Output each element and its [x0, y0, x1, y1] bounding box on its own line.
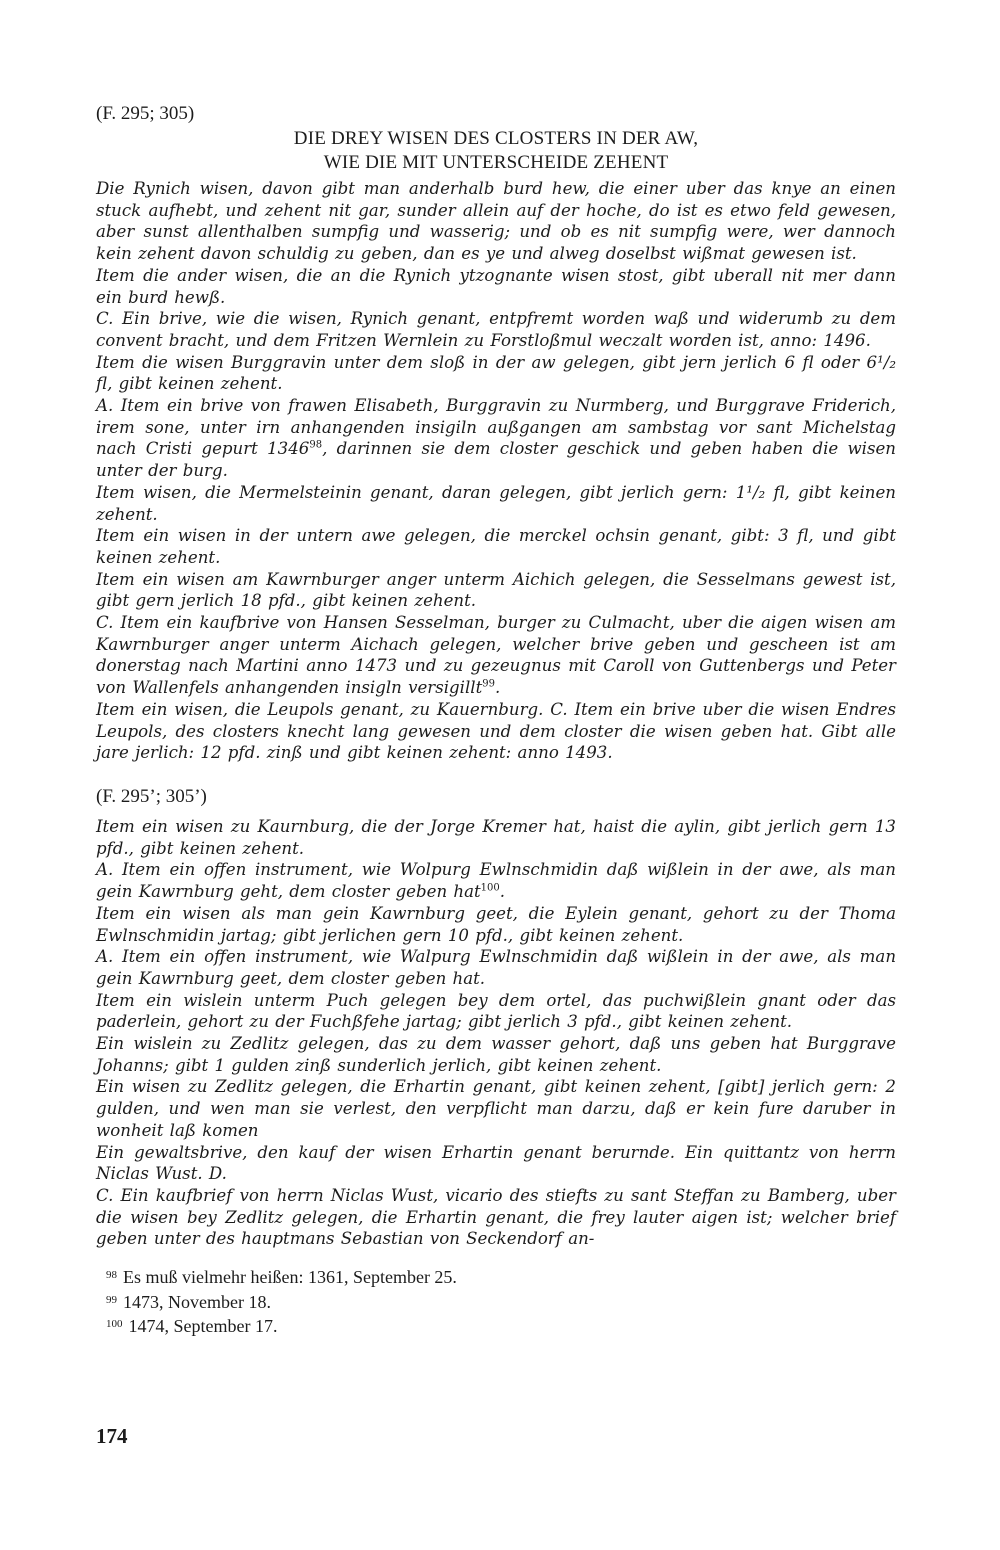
footnote-number: 99 [106, 1293, 117, 1306]
entry-paragraph: A. Item ein offen instrument, wie Walpurg Ewlnschmidin daß wißlein in der awe, als man gein Kawrnburg geet, dem closter geben hat. [96, 947, 896, 988]
entry-paragraph: A. Item ein brive von frawen Elisabeth, Burggravin zu Nurmberg, und Burggrave Friderich, irem sone, unter irn anhangenden insigiln außgangen am sambstag vor sant Michelstag nach Cristi gepurt 1346$^{98}$, darinnen sie dem closter geschick und geben haben die wisen unter der burg. [96, 396, 896, 481]
heading-line-1: DIE DREY WISEN DES CLOSTERS IN DER AW, [293, 128, 699, 149]
entry-paragraph: C. Ein kaufbrief von herrn Niclas Wust, vicario des stiefts zu sant Steffan zu Bamberg, uber die wisen bey Zedlitz gelegen, die Erhartin genant, die frey lauter aigen ist; welcher brief geben unter des hauptmans Sebastian von Seckendorf an- [96, 1185, 896, 1249]
entries-block-2 [96, 816, 896, 1250]
entry-paragraph: Item ein wisen zu Kaurnburg, die der Jorge Kremer hat, haist die aylin, gibt jerlich gern 13 pfd., gibt keinen zehent. [96, 816, 896, 858]
entry-paragraph: Die Rynich wisen, davon gibt man anderhalb burd hew, die einer uber das knye an einen stuck aufhebt, und zehent nit gar, sunder allein auf der hoche, do ist es etwo feld gewesen, aber sunst allenthalben sumpfig und wasserig; und ob es nit sumpfig were, wer dannoch kein zehent davon schuldig zu geben, dan es ye und alweg doselbst wißmat gewesen ist. [96, 179, 896, 264]
entry-paragraph: Ein gewaltsbrive, den kauf der wisen Erhartin genant berurnde. Ein quittantz von herrn Niclas Wust. D. [96, 1142, 896, 1184]
folio-reference: (F. 295; 305) [96, 103, 195, 124]
footnote: $^{98}$ Es muß vielmehr heißen: 1361, September 25. [106, 1267, 457, 1288]
entry-paragraph: C. Ein brive, wie die wisen, Rynich genant, entpfremt worden waß und widerumb zu dem convent bracht, und dem Fritzen Wernlein zu Forstloßmul weczalt worden ist, anno: 1496. [96, 309, 896, 350]
footnote-reference: 100 [480, 882, 500, 894]
entry-paragraph: Item die wisen Burggravin unter dem sloß in der aw gelegen, gibt jern jerlich 6 fl oder 6¹/₂ fl, gibt keinen zehent. [96, 352, 896, 394]
footnote-number: 98 [106, 1269, 117, 1282]
document-page [96, 103, 896, 1338]
footnote-reference: 99 [482, 678, 495, 690]
footnotes [96, 1264, 896, 1338]
entry-paragraph: Item ein wisen in der untern awe gelegen, die merckel ochsin genant, gibt: 3 fl, und gibt keinen zehent. [96, 526, 896, 567]
entries-block-1 [96, 178, 896, 764]
heading-line-2: WIE DIE MIT UNTERSCHEIDE ZEHENT [323, 152, 669, 173]
entry-paragraph: Ein wisen zu Zedlitz gelegen, die Erhartin genant, gibt keinen zehent, [gibt] jerlich gern: 2 gulden, und wen man sie verlest, den verpflicht man darzu, daß er kein fure daruber in wonheit laß komen [96, 1077, 896, 1140]
entry-paragraph: Item ein wislein unterm Puch gelegen bey dem ortel, das puchwißlein gnant oder das paderlein, gehort zu der Fuchßfehe jartag; gibt jerlich 3 pfd., gibt keinen zehent. [96, 990, 896, 1032]
entry-paragraph: Item ein wisen, die Leupols genant, zu Kauernburg. C. Item ein brive uber die wisen Endres Leupols, des closters knecht lang gewesen und dem closter die wisen geben hat. Gibt alle jare jerlich: 12 pfd. zinß und gibt keinen zehent: anno 1493. [96, 699, 896, 763]
entry-paragraph: Item ein wisen am Kawrnburger anger unterm Aichich gelegen, die Sesselmans gewest ist, gibt gern jerlich 18 pfd., gibt keinen zehent. [96, 569, 896, 611]
footnote-reference: 98 [309, 439, 323, 451]
entry-paragraph: Item die ander wisen, die an die Rynich ytzognante wisen stost, gibt uberall nit mer dann ein burd hewß. [96, 265, 896, 307]
folio-reference: (F. 295’; 305’) [96, 785, 207, 807]
entry-paragraph: Item wisen, die Mermelsteinin genant, daran gelegen, gibt jerlich gern: 1¹/₂ fl, gibt keinen zehent. [96, 482, 896, 524]
entry-paragraph: A. Item ein offen instrument, wie Wolpurg Ewlnschmidin daß wißlein in der awe, als man gein Kawrnburg geht, dem closter geben hat$^{100}$. [96, 860, 896, 902]
footnote: $^{99}$ 1473, November 18. [106, 1291, 271, 1312]
entry-paragraph: C. Item ein kaufbrive von Hansen Sesselman, burger zu Culmacht, uber die aigen wisen am Kawrnburger anger unterm Aichach gelegen, welcher brive geben und gescheen ist am donerstag nach Martini anno 1473 und zu gezeugnus mit Caroll von Guttenbergs und Peter von Wallenfels anhangenden insigln versigillt$^{99}$. [96, 613, 896, 698]
footnote: $^{100}$ 1474, September 17. [106, 1316, 278, 1337]
entry-paragraph: Ein wislein zu Zedlitz gelegen, das zu dem wasser gehort, daß uns geben hat Burggrave Johanns; gibt 1 gulden zinß sunderlich jerlich, gibt keinen zehent. [96, 1034, 896, 1075]
entry-paragraph: Item ein wisen als man gein Kawrnburg geet, die Eylein genant, gehort zu der Thoma Ewlnschmidin jartag; gibt jerlichen gern 10 pfd., gibt keinen zehent. [96, 903, 896, 945]
page-number: 174 [96, 1424, 128, 1448]
footnote-number: 100 [106, 1318, 123, 1331]
